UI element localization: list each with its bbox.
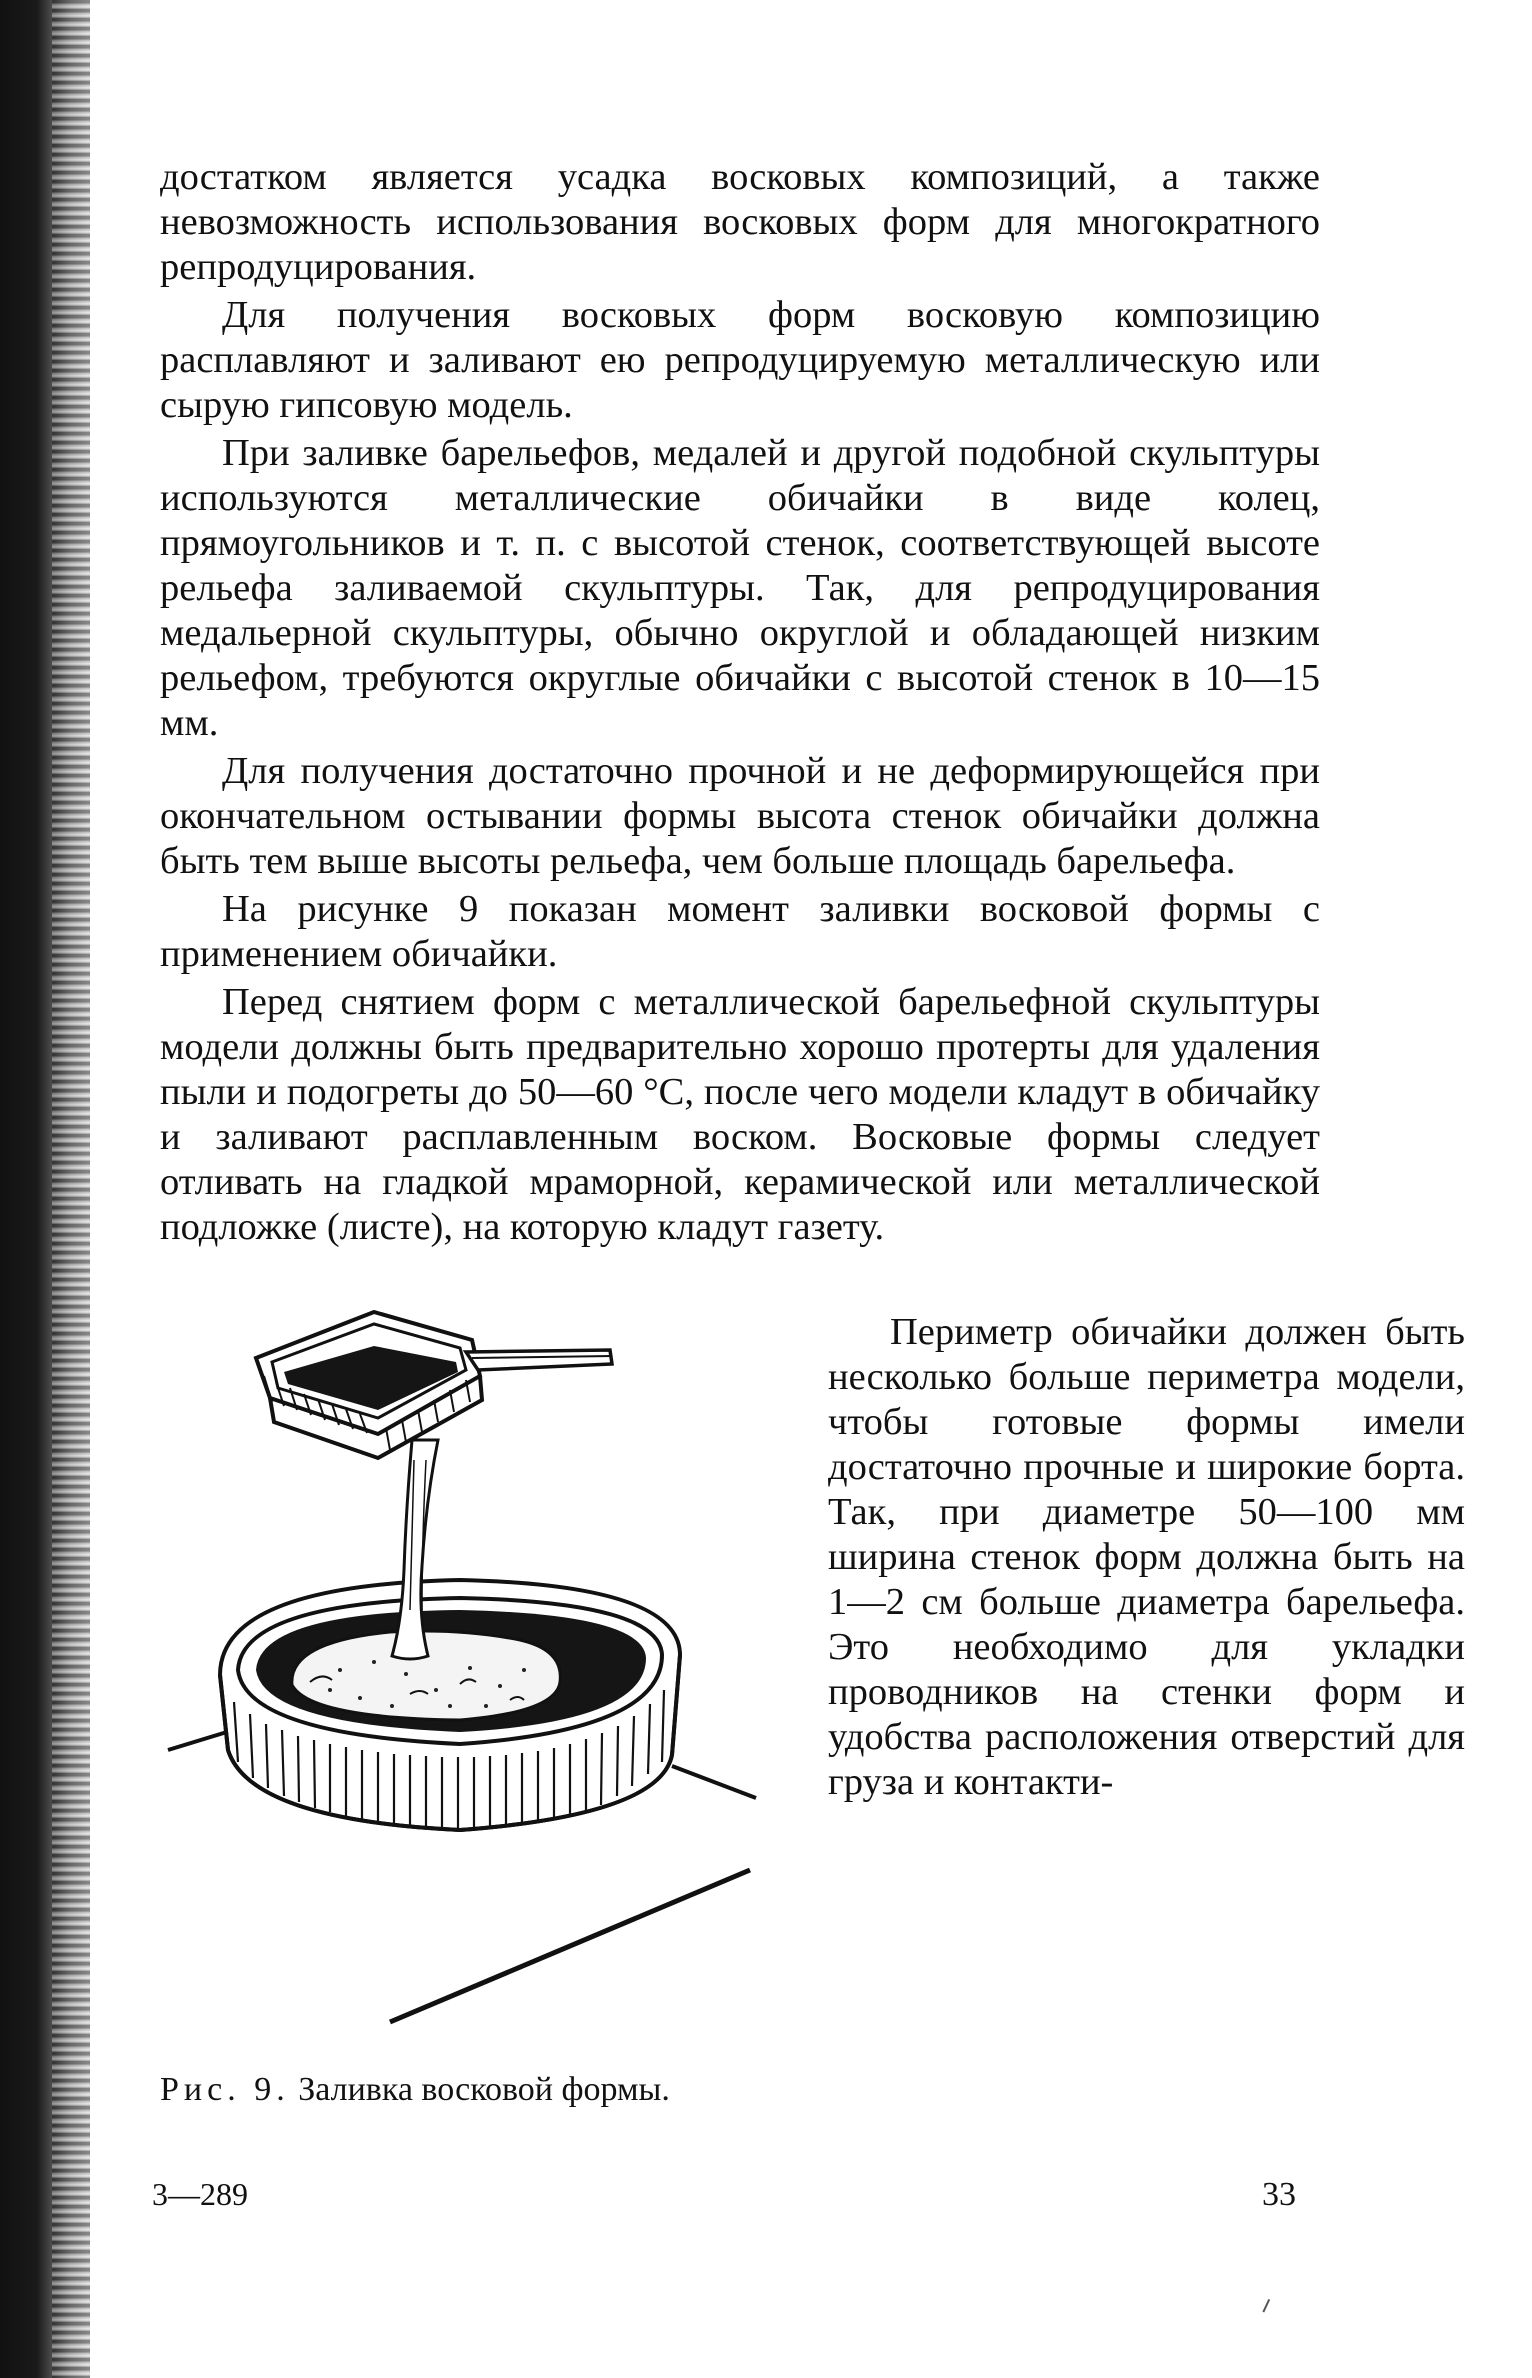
figure-9 bbox=[160, 1310, 770, 2070]
paragraph-bas-relief-rings: При заливке барельефов, медалей и другой подобной скульптуры используются металлические обичайки в виде колец, прямоугольников и т. п. с высотой стенок, соответствующей высоте рельефа заливаемой скульптуры. Так, для репродуцирования медальерной скульптуры, обычно округлой и обладающей низким рельефом, требуются округлые обичайки с высотой стенок в 10—15 мм. bbox=[160, 432, 1320, 744]
wax-pouring-illustration bbox=[160, 1310, 770, 2070]
figure-and-side-text bbox=[160, 1310, 1465, 2170]
paragraph-continuation: достатком является усадка восковых композиций, а также невозможность использования восковых форм для многократного репродуцирования. bbox=[160, 156, 1320, 288]
figure-caption bbox=[160, 2070, 800, 2110]
ladle-vessel bbox=[256, 1312, 612, 1458]
table-line-right bbox=[672, 1766, 756, 1798]
stray-mark bbox=[1262, 2299, 1275, 2315]
caption-label: Рис. 9. bbox=[160, 2071, 290, 2108]
paragraph-preparation: Перед снятием форм с металлической барельефной скульптуры модели должны быть предварительно хорошо протерты для удаления пыли и подогреты до 50—60 °С, после чего модели кладут в обичайку и заливают расплавленным воском. Восковые формы следует отливать на гладкой мраморной, керамической или металлической подложке (листе), на которую кладут газету. bbox=[160, 981, 1320, 1248]
printer-signature: 3—289 bbox=[152, 2176, 248, 2212]
metal-ring-mold bbox=[220, 1580, 680, 1830]
paragraph-wax-melting: Для получения восковых форм восковую композицию расплавляют и заливают ею репродуцируемую металлическую или сырую гипсовую модель. bbox=[160, 294, 1320, 426]
main-text-block bbox=[160, 155, 1320, 1250]
paragraph-perimeter: Периметр обичайки должен быть несколько больше периметра модели, чтобы готовые формы имели достаточно прочные и широкие борта. Так, при диаметре 50—100 мм ширина стенок форм должна быть на 1—2 см больше диаметра барельефа. Это необходимо для укладки проводников на стенки форм и удобства расположения отверстий для груза и контакти- bbox=[828, 1311, 1465, 1803]
table-line-front bbox=[390, 1870, 750, 2022]
book-binding-edge bbox=[52, 0, 90, 2378]
ladle-handle bbox=[466, 1350, 612, 1370]
caption-text: Заливка восковой формы. bbox=[298, 2071, 670, 2108]
paragraph-wall-height: Для получения достаточно прочной и не деформирующейся при окончательном остывании формы высота стенок обичайки должна быть тем выше высоты рельефа, чем больше площадь барельефа. bbox=[160, 750, 1320, 882]
paragraph-figure-reference: На рисунке 9 показан момент заливки восковой формы с применением обичайки. bbox=[160, 888, 1320, 975]
page-number: 33 bbox=[1262, 2176, 1296, 2213]
